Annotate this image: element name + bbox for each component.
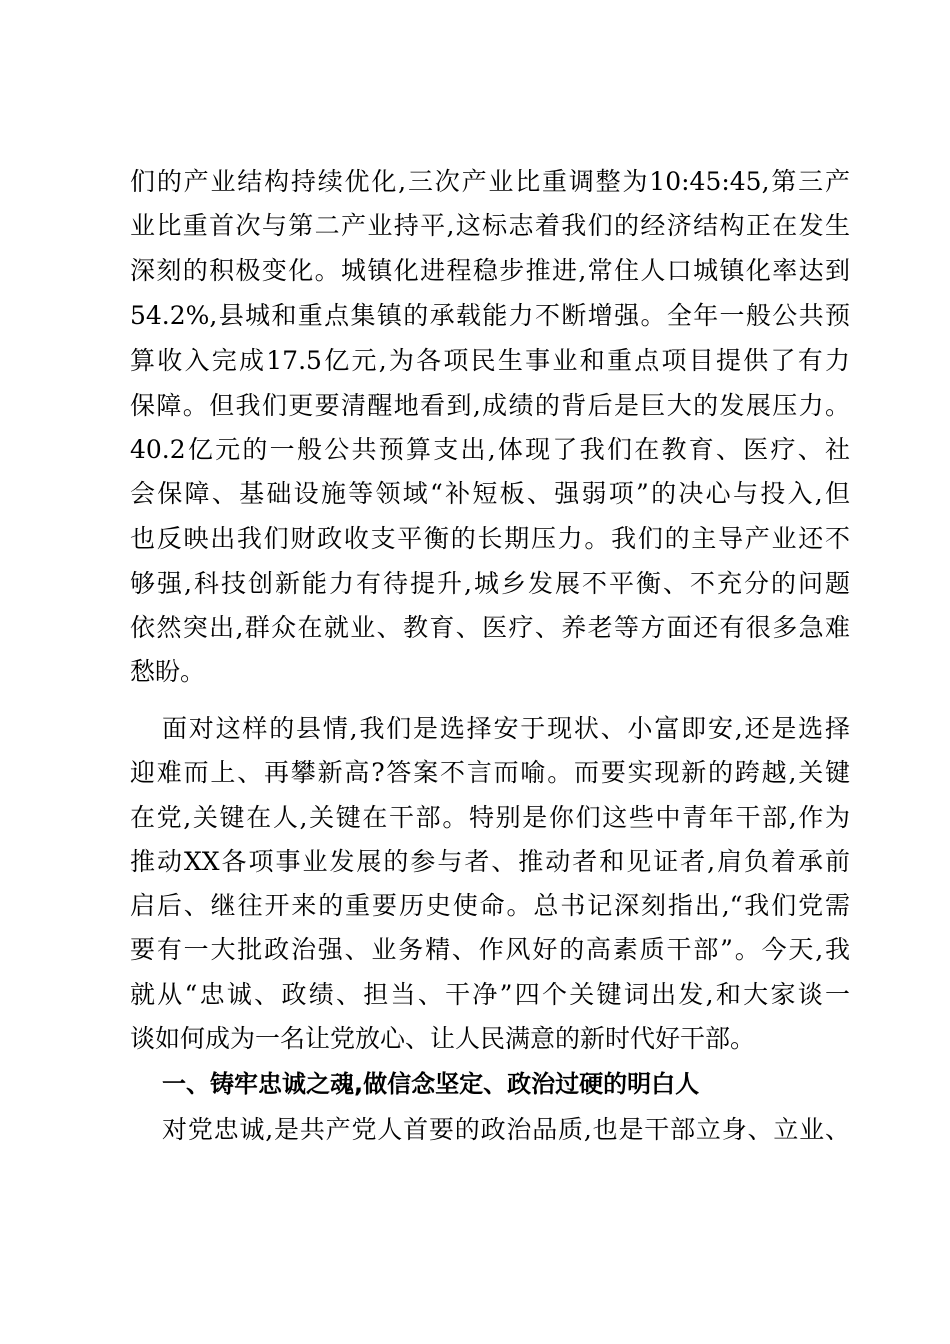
paragraph-1-line: 愁盼。: [130, 657, 206, 686]
paragraph-1-line: 54.2%,县城和重点集镇的承载能力不断增强。全年一般公共预: [130, 301, 850, 330]
paragraph-2-line: 就从“忠诚、政绩、担当、干净”四个关键词出发,和大家谈一: [130, 980, 850, 1009]
paragraph-2-line: 面对这样的县情,我们是选择安于现状、小富即安,还是选择: [162, 714, 850, 743]
paragraph-1-line: 业比重首次与第二产业持平,这标志着我们的经济结构正在发生: [130, 211, 850, 240]
paragraph-1-line: 够强,科技创新能力有待提升,城乡发展不平衡、不充分的问题: [130, 569, 850, 598]
paragraph-1-line: 会保障、基础设施等领域“补短板、强弱项”的决心与投入,但: [130, 479, 850, 508]
paragraph-1-line: 40.2亿元的一般公共预算支出,体现了我们在教育、医疗、社: [130, 435, 850, 464]
paragraph-1-line: 深刻的积极变化。城镇化进程稳步推进,常住人口城镇化率达到: [130, 256, 850, 285]
paragraph-2-line: 启后、继往开来的重要历史使命。总书记深刻指出,“我们党需: [130, 891, 850, 920]
paragraph-1-line: 们的产业结构持续优化,三次产业比重调整为10:45:45,第三产: [130, 167, 850, 196]
paragraph-2-line: 在党,关键在人,关键在干部。特别是你们这些中青年干部,作为: [130, 803, 850, 832]
paragraph-1-line: 算收入完成17.5亿元,为各项民生事业和重点项目提供了有力: [130, 346, 850, 375]
paragraph-2-line: 谈如何成为一名让党放心、让人民满意的新时代好干部。: [130, 1024, 756, 1053]
section-heading: 一、铸牢忠诚之魂,做信念坚定、政治过硬的明白人: [162, 1070, 700, 1098]
paragraph-1-line: 依然突出,群众在就业、教育、医疗、养老等方面还有很多急难: [130, 613, 850, 642]
paragraph-3-line: 对党忠诚,是共产党人首要的政治品质,也是干部立身、立业、: [162, 1115, 850, 1144]
paragraph-2-line: 要有一大批政治强、业务精、作风好的高素质干部”。今天,我: [130, 935, 850, 964]
paragraph-2-line: 迎难而上、再攀新高?答案不言而喻。而要实现新的跨越,关键: [130, 758, 850, 787]
paragraph-2-line: 推动XX各项事业发展的参与者、推动者和见证者,肩负着承前: [130, 847, 850, 876]
paragraph-1-line: 保障。但我们更要清醒地看到,成绩的背后是巨大的发展压力。: [130, 391, 850, 420]
paragraph-1-line: 也反映出我们财政收支平衡的长期压力。我们的主导产业还不: [130, 524, 850, 553]
